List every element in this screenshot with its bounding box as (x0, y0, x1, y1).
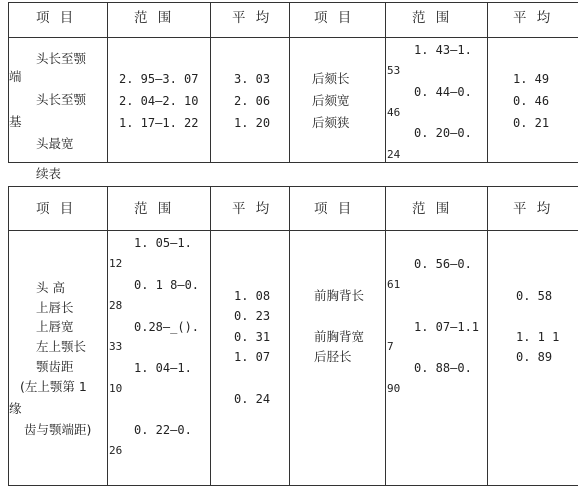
table-2-bottom-border (8, 485, 578, 486)
item-label: 颚齿距 (36, 359, 74, 374)
range-value: 0.28—_(). (134, 320, 200, 334)
average-value: 1. 1 1 (516, 330, 560, 344)
table-1-header-average: 平 均 (232, 10, 273, 26)
table-1-top-border (8, 2, 578, 3)
table-2-header-item: 项 目 (314, 201, 355, 217)
range-value-tail: 12 (109, 257, 123, 270)
range-value-tail: 53 (387, 64, 401, 77)
table-2-header-range: 范 围 (412, 201, 453, 217)
row-group-label: 基 (9, 114, 22, 129)
item-label: 头 高 (36, 280, 65, 295)
table-1-header-divider (8, 37, 578, 38)
range-value: 0. 56—0. (414, 257, 472, 271)
average-value: 0. 31 (234, 330, 271, 344)
average-value: 2. 06 (234, 94, 271, 108)
table-2-top-border (8, 186, 578, 187)
table-2-header-average: 平 均 (513, 201, 554, 217)
item-label: 头长至颚 (36, 51, 87, 66)
average-value: 0. 24 (234, 392, 271, 406)
range-value: 0. 22—0. (134, 423, 192, 437)
range-value-tail: 28 (109, 299, 123, 312)
range-value: 0. 44—0. (414, 85, 472, 99)
table-1-col-divider (107, 2, 108, 162)
table-1-col-divider (385, 2, 386, 162)
table-2-col-divider (385, 186, 386, 485)
table-2-left-border (8, 186, 9, 485)
range-value: 0. 1 8—0. (134, 278, 200, 292)
table-1-col-divider (210, 2, 211, 162)
average-value: 0. 89 (516, 350, 553, 364)
range-value: 1. 17—1. 22 (119, 116, 199, 130)
range-value: 0. 88—0. (414, 361, 472, 375)
item-label: 后颏宽 (312, 93, 350, 108)
continued-table-label: 续表 (36, 166, 62, 181)
item-label: 齿与颚端距) (24, 422, 92, 437)
item-label: 前胸背长 (314, 288, 365, 303)
range-value: 1. 43—1. (414, 43, 472, 57)
table-2-col-divider (210, 186, 211, 485)
range-value: 2. 04—2. 10 (119, 94, 199, 108)
table-2-header-divider (8, 230, 578, 231)
average-value: 0. 21 (513, 116, 550, 130)
table-1-col-divider (289, 2, 290, 162)
table-2-col-divider (289, 186, 290, 485)
range-value-tail: 26 (109, 444, 123, 457)
average-value: 1. 07 (234, 350, 271, 364)
item-label: 后颏长 (312, 71, 350, 86)
average-value: 0. 58 (516, 289, 553, 303)
range-value-tail: 10 (109, 382, 123, 395)
item-label: 上唇长 (36, 300, 74, 315)
table-1-header-item: 项 目 (36, 10, 77, 26)
item-label: 后颏狭 (312, 115, 350, 130)
item-label: (左上颚第 1 (20, 379, 87, 394)
table-1-header-average: 平 均 (513, 10, 554, 26)
range-value: 1. 07—1.1 (414, 320, 480, 334)
table-1-bottom-border (8, 162, 578, 163)
item-label: 头长至颚 (36, 92, 87, 107)
average-value: 1. 20 (234, 116, 271, 130)
table-2-header-average: 平 均 (232, 201, 273, 217)
average-value: 0. 23 (234, 309, 271, 323)
range-value: 2. 95—3. 07 (119, 72, 199, 86)
table-2-header-range: 范 围 (134, 201, 175, 217)
item-label: 上唇宽 (36, 319, 74, 334)
average-value: 3. 03 (234, 72, 271, 86)
table-1-header-item: 项 目 (314, 10, 355, 26)
table-2-header-item: 项 目 (36, 201, 77, 217)
range-value-tail: 24 (387, 148, 401, 161)
table-1-header-range: 范 围 (134, 10, 175, 26)
average-value: 1. 49 (513, 72, 550, 86)
range-value-tail: 7 (387, 340, 394, 353)
item-label: 左上颚长 (36, 339, 87, 354)
row-group-label: 端 (9, 69, 22, 84)
range-value: 1. 05—1. (134, 236, 192, 250)
table-2-col-divider (487, 186, 488, 485)
range-value-tail: 90 (387, 382, 401, 395)
table-2-col-divider (107, 186, 108, 485)
item-label: 缘 (9, 401, 22, 416)
range-value: 1. 04—1. (134, 361, 192, 375)
range-value-tail: 33 (109, 340, 123, 353)
average-value: 1. 08 (234, 289, 271, 303)
table-1-header-range: 范 围 (412, 10, 453, 26)
item-label: 头最宽 (36, 136, 74, 151)
range-value-tail: 61 (387, 278, 401, 291)
average-value: 0. 46 (513, 94, 550, 108)
item-label: 前胸背宽 (314, 329, 365, 344)
range-value: 0. 20—0. (414, 126, 472, 140)
table-1-col-divider (487, 2, 488, 162)
range-value-tail: 46 (387, 106, 401, 119)
item-label: 后胫长 (314, 349, 352, 364)
